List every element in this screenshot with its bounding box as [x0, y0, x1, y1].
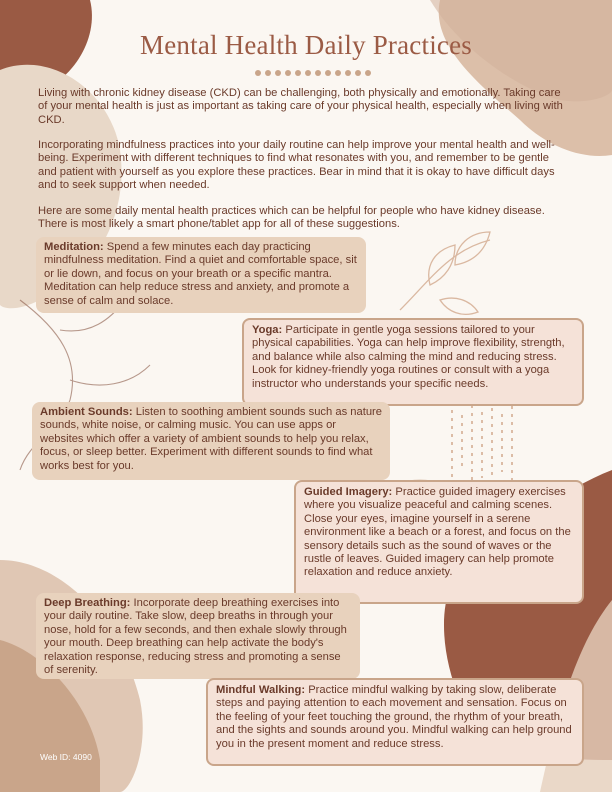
- practice-card-yoga: [242, 318, 584, 406]
- practice-card-ambient-sounds: [32, 402, 390, 480]
- practice-text: Listen to soothing ambient sounds such as nature sounds, white noise, or calming music. You can use apps or websites which offer a variety of ambient sounds to help you relax, focus, or sleep better. Experiment with different sounds to find what works best for you.: [40, 406, 383, 472]
- practice-name: Meditation:: [44, 241, 104, 253]
- practice-card-guided-imagery: [294, 480, 584, 604]
- practice-name: Ambient Sounds:: [40, 406, 133, 418]
- practice-name: Deep Breathing:: [44, 597, 131, 609]
- web-id-label: Web ID: 4090: [40, 752, 92, 762]
- practice-card-meditation: [36, 237, 366, 313]
- leaf-line-art-icon: [400, 232, 490, 314]
- page-title: Mental Health Daily Practices: [140, 30, 472, 60]
- practice-card-mindful-walking: [206, 678, 584, 766]
- title-dot-divider: [255, 70, 371, 76]
- practice-name: Mindful Walking:: [216, 684, 306, 696]
- practice-card-deep-breathing: [36, 593, 360, 679]
- practice-text: Practice mindful walking by taking slow, deliberate steps and paying attention to each movement and sensation. Focus on the feeling of your feet touching the ground, the rhythm of your breath, and the sights and sounds around you. Mindful walking can help ground you in the present moment and reduce stress.: [216, 684, 572, 750]
- dotted-rain-pattern-icon: [452, 405, 512, 485]
- intro-paragraph-1: Living with chronic kidney disease (CKD) can be challenging, both physically and emotionally. Taking care of your mental health is just as important as taking care of your physical health, especially when living with CKD.: [38, 87, 563, 126]
- practice-text: Incorporate deep breathing exercises into your daily routine. Take slow, deep breaths in through your nose, hold for a few seconds, and then exhale slowly through your mouth. Deep breathing can help activate the body's relaxation response, reducing stress and promoting a sense of serenity.: [44, 597, 347, 677]
- practice-text: Participate in gentle yoga sessions tailored to your physical capabilities. Yoga can help improve flexibility, strength, and balance while also calming the mind and reducing stress. Look for kidney-friendly yoga routines or consult with a yoga instructor who understands your specific needs.: [252, 324, 565, 390]
- intro-paragraph-2: Incorporating mindfulness practices into your daily routine can help improve your mental health and well-being. Experiment with different techniques to find what resonates with you, and remember to be gentle and patient with yourself as you explore these practices. Bear in mind that it is okay to have difficult days and to seek support when needed.: [38, 139, 555, 192]
- practice-text: Practice guided imagery exercises where you visualize peaceful and calming scenes. Close your eyes, imagine yourself in a serene environment like a beach or a forest, and focus on the sensory details such as the sound of waves or the rustle of leaves. Guided imagery can help promote relaxation and reduce anxiety.: [304, 486, 571, 579]
- practice-text: Spend a few minutes each day practicing mindfulness meditation. Find a quiet and comfortable space, sit or lie down, and focus on your breath or a specific mantra. Meditation can help reduce stress and anxiety, and promote a sense of calm and solace.: [44, 241, 357, 307]
- intro-paragraph-3: Here are some daily mental health practices which can be helpful for people who have kidney disease. There is most likely a smart phone/tablet app for all of these suggestions.: [38, 205, 545, 231]
- practice-name: Yoga:: [252, 324, 283, 336]
- practice-name: Guided Imagery:: [304, 486, 393, 498]
